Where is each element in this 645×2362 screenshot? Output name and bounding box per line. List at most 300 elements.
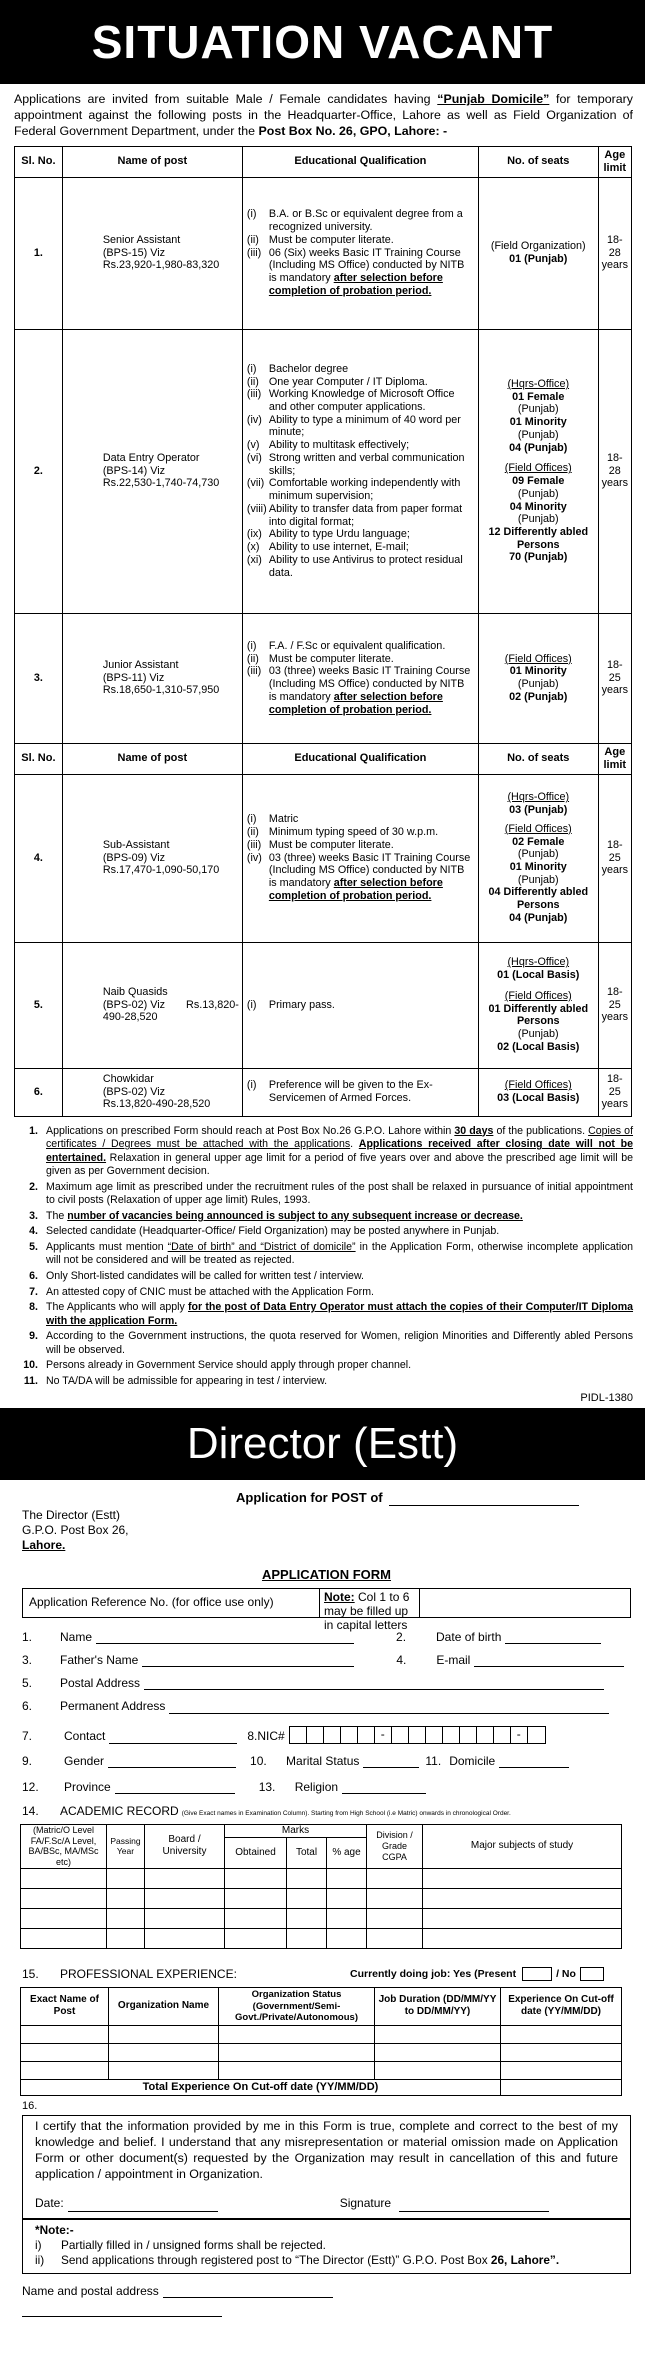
note-text: Applicants must mention [46,1240,168,1253]
post-age: 18-25 years [598,1068,631,1116]
field-num: 2. [396,1629,407,1644]
qual-num: (x) [246,541,260,554]
qual-text: Matric [268,813,299,826]
field-num: 16. [22,2099,38,2112]
email-field[interactable] [474,1654,624,1667]
note-num: 9. [29,1330,38,1343]
nic-box[interactable] [528,1727,545,1743]
field-row [22,1630,631,1644]
nic-box[interactable] [341,1727,358,1743]
post-age: 18-28 years [598,329,631,613]
note-num: 3. [29,1209,38,1222]
no-label: / No [556,1968,576,1981]
seat-count: 04 Minority [509,500,567,513]
qual-text: Ability to type a minimum of 40 word per minute; [268,413,461,439]
note-num: 8. [29,1301,38,1314]
date-label: Date: [35,2196,64,2211]
post-sl: 3. [15,613,63,743]
field-row [22,1780,631,1794]
col-status: Organization Status (Government/Semi-Govt./Private/Autonomous) [219,1987,375,2025]
nic-box[interactable] [477,1727,494,1743]
seat-count: 09 Female [512,475,565,488]
post-pay: 490-28,520 [102,1011,158,1024]
post-seats [478,613,598,743]
total-row [21,2079,622,2095]
post-seats [478,942,598,1068]
post-bps: (BPS-09) Viz [102,851,166,864]
note-text: No TA/DA will be admissible for appearing in test / interview. [46,1374,328,1387]
intro-domicile: “Punjab Domicile” [437,92,550,106]
header-age: Age limit [598,743,631,774]
signature-field[interactable] [399,2199,549,2212]
table-header-row [15,146,632,177]
post-seats [478,329,598,613]
nic-box[interactable] [409,1727,426,1743]
qual-text: Strong written and verbal communication skills; [268,451,465,477]
table-row [15,613,632,743]
post-name [62,177,242,329]
seat-count: 01 Minority [509,861,567,873]
post-bps: (BPS-11) Viz [102,671,165,684]
note-item [14,1270,633,1284]
dob-label: Date of birth [436,1629,502,1644]
col-subjects: Major subjects of study [423,1825,622,1868]
field-num: 7. [22,1729,33,1744]
seat-region: (Punjab) [517,678,559,691]
domicile-field[interactable] [499,1755,569,1768]
nic-box[interactable] [324,1727,341,1743]
note-item [14,1330,633,1357]
nic-boxes[interactable] [289,1726,546,1744]
qual-text: Ability to transfer data from paper format into digital format; [268,502,463,528]
field-num: 6. [22,1699,33,1714]
seat-count: 02 Female [512,835,565,848]
address-text: G.P.O. Post Box 26, [22,1522,129,1537]
province-field[interactable] [115,1781,235,1794]
note-item [14,1125,633,1179]
seat-count: 01 Differently abled Persons [488,1002,589,1028]
footnote-text: Send applications through registered post to “The Director (Estt)” G.P.O. Post Box [61,2253,491,2268]
nic-box[interactable] [426,1727,443,1743]
field-num: 5. [22,1676,33,1691]
qual-text: F.A. / F.Sc or equivalent qualification. [268,639,446,652]
nic-box[interactable] [358,1727,375,1743]
note-label: Note: [324,1589,355,1604]
footnote-num: i) [35,2238,42,2253]
post-sl: 6. [15,1068,63,1116]
note-item [14,1375,633,1389]
post-title: Chowkidar [102,1072,154,1085]
field-num: 12. [22,1779,39,1794]
footnote-item [35,2238,618,2253]
field-num: 3. [22,1653,33,1668]
post-pay: Rs.17,470-1,090-50,170 [102,864,220,877]
total-experience-label: Total Experience On Cut-off date (YY/MM/DD) [21,2079,501,2095]
father-label: Father's Name [60,1653,139,1668]
post-bps: (BPS-02) Viz [102,998,166,1011]
col-org: Organization Name [109,1987,219,2025]
intro-text-2: for temporary appointment against the following posts in the Headquarter-Office, Lahore as well as Field Organization of Federal Government Department, under the [14,92,633,138]
qual-num: (i) [246,208,257,221]
col-pct: % age [327,1838,367,1868]
reference-blank[interactable] [420,1589,630,1617]
seat-office: (Hqrs-Office) [507,956,570,969]
province-label: Province [64,1779,111,1794]
table-row [15,329,632,613]
qual-text: Preference will be given to the Ex-Servicemen of Armed Forces. [268,1079,433,1104]
intro-text-1: Applications are invited from suitable Male / Female candidates having [14,92,438,106]
qual-text: Must be computer literate. [268,233,394,246]
note-text: of the publications. [493,1124,589,1137]
field-num: 11. [425,1753,442,1768]
footnote-text: Partially filled in / unsigned forms shall be rejected. [61,2238,326,2253]
col-obtained: Obtained [225,1838,287,1868]
footnote-bold: 26, Lahore”. [490,2253,560,2268]
post-title: Data Entry Operator [102,451,200,464]
table-header-row [15,743,632,774]
post-bps: (BPS-14) Viz [102,464,166,477]
table-row[interactable] [21,2061,622,2079]
qual-text: Ability to type Urdu language; [268,528,410,541]
seat-office: (Field Organization) [490,240,586,253]
post-age: 18-28 years [598,177,631,329]
address-block [22,1508,631,1553]
note-num: 10. [23,1359,38,1372]
qual-text: Primary pass. [268,998,335,1011]
post-pay: Rs.23,920-1,980-83,320 [102,259,220,272]
nic-label: NIC# [257,1729,285,1744]
postal-field[interactable] [144,1677,604,1690]
post-title: Junior Assistant [102,658,179,671]
post-age: 18-25 years [598,774,631,942]
qual-text: One year Computer / IT Diploma. [268,375,428,388]
post-seats [478,1068,598,1116]
post-title: Sub-Assistant [102,838,170,851]
note-text: According to the Government instructions, the quota reserved for Women, religion Minorities and Differently abled Persons will be observed. [46,1330,633,1356]
pidl-code: PIDL-1380 [580,1392,633,1405]
col-duration: Job Duration (DD/MM/YY to DD/MM/YY) [375,1987,501,2025]
post-qual [242,774,478,942]
col-board: Board / University [145,1825,225,1868]
postal-extra-line[interactable] [22,2304,222,2317]
field-num: 9. [22,1753,33,1768]
no-checkbox[interactable] [580,1967,604,1981]
note-bold: Applications received after closing date will not be entertained. [46,1138,634,1164]
qual-num: (iii) [246,246,262,259]
post-pay: Rs.18,650-1,310-57,950 [102,684,220,697]
qual-bold: after selection before completion of probation period. [268,690,443,716]
name-field[interactable] [96,1631,354,1644]
seat-region: (Punjab) [517,873,559,886]
footnote-box [22,2219,631,2274]
dob-field[interactable] [505,1631,601,1644]
qual-num: (iii) [246,388,262,401]
note-text: The [46,1209,68,1222]
signature-label: Signature [339,2196,392,2211]
post-sl: 4. [15,774,63,942]
declaration-text: I certify that the information provided by me in this Form is true, complete and correct to the best of my knowledge and belief. I understand that any misrepresentation or material omission made on Application Form or other document(s) requested by the Organization may result in cancellation of this and future application / appointment in Organization. [35,2118,618,2181]
contact-label: Contact [64,1729,106,1744]
header-name: Name of post [62,743,242,774]
note-text: Persons already in Government Service should apply through proper channel. [46,1359,412,1372]
note-underline: Copies of certificates / Degrees must be attached with the applications [46,1124,634,1151]
post-sl: 5. [15,942,63,1068]
declaration-num-row [22,2100,631,2113]
post-bps: (BPS-02) Viz [102,1085,166,1098]
qual-num: (iii) [246,838,262,851]
table-row[interactable] [21,1908,622,1928]
qual-num: (v) [246,439,260,452]
note-text: The Applicants who will apply [46,1301,189,1314]
nic-box[interactable] [494,1727,511,1743]
field-num: 15. [22,1966,39,1981]
reference-row [22,1588,631,1633]
qual-num: (iv) [246,413,262,426]
field-row [22,1653,631,1667]
header-seats: No. of seats [478,146,598,177]
qual-text: Comfortable working independently with minimum supervision; [268,477,461,503]
reference-label: Application Reference No. (for office use only) [23,1589,320,1617]
field-row [22,1754,631,1768]
table-row[interactable] [21,1888,622,1908]
post-qual [242,1068,478,1116]
application-for-label: Application for POST of [236,1490,383,1506]
post-title: Senior Assistant [102,233,181,246]
nic-box[interactable] [392,1727,409,1743]
post-pay: Rs.22,530-1,740-74,730 [102,477,220,490]
qual-num: (ii) [246,652,259,665]
reference-note [320,1589,420,1633]
post-name [62,1068,242,1116]
currently-label: Currently doing job: Yes (Present [350,1968,517,1981]
qual-num: (iii) [246,665,262,678]
qual-text: B.A. or B.Sc or equivalent degree from a recognized university. [268,208,463,234]
qual-num: (i) [246,998,257,1011]
note-num: 2. [29,1180,38,1193]
post-sl: 2. [15,329,63,613]
post-qual [242,942,478,1068]
post-seats [478,774,598,942]
address-line: The Director (Estt) [22,1507,121,1522]
yes-checkbox[interactable] [522,1967,552,1981]
post-name [62,942,242,1068]
note-item [14,1286,633,1300]
note-text: Maximum age limit as prescribed under the recruitment rules of the post shall be relaxed in pursuance of initial appointment to civil posts (Relaxation of upper age limit) Rules, 1993. [46,1180,633,1207]
note-text: Relaxation in general upper age limit for a period of five years over and above the prescribed age limit will be given as per Government decision. [46,1151,633,1178]
note-item [14,1359,633,1373]
form-title: APPLICATION FORM [261,1566,392,1582]
nic-box[interactable] [307,1727,324,1743]
intro-postbox: Post Box No. 26, GPO, Lahore: - [258,123,448,138]
qual-text: 03 (three) weeks Basic IT Training Course (Including MS Office) conducted by NITB is mandatory [268,851,471,890]
col-year: Passing Year [107,1825,145,1868]
post-sl: 1. [15,177,63,329]
application-for-row [22,1490,631,1505]
experience-heading [22,1967,631,1981]
qual-text: 03 (three) weeks Basic IT Training Course (Including MS Office) conducted by NITB is mandatory [268,665,471,703]
page-title: SITUATION VACANT [0,0,645,84]
total-experience-field[interactable] [501,2079,622,2095]
post-qual [242,329,478,613]
note-bold: for the post of Data Entry Operator must attach the copies of their Computer/IT Diploma with the application Form. [46,1301,634,1327]
seat-office: (Hqrs-Office) [507,377,570,390]
qual-text: Ability to use Antivirus to protect residual data. [268,553,463,579]
seat-count: 02 (Local Basis) [497,1040,580,1053]
note-underline: “Date of birth” and “District of domicile” [167,1240,356,1253]
qual-text: Ability to use internet, E-mail; [268,541,409,554]
table-row[interactable] [21,2025,622,2043]
academic-label: ACADEMIC RECORD [60,1803,179,1818]
seat-region: (Punjab) [517,487,559,500]
seat-office: (Field Offices) [504,1079,572,1092]
post-name [62,774,242,942]
note-text: An attested copy of CNIC must be attached with the Application Form. [46,1285,374,1298]
post-field[interactable] [389,1493,579,1506]
table-row [15,942,632,1068]
table-row[interactable] [21,1868,622,1888]
qual-num: (ii) [246,233,259,246]
note-num: 5. [29,1240,38,1253]
note-item [14,1241,633,1268]
qual-text: 06 (Six) weeks Basic IT Training Course (Including MS Office) conducted by NITB is mandatory [268,246,465,285]
seat-count: 04 Differently abled Persons [488,886,589,912]
application-form [0,1490,645,2317]
seat-count: 03 (Local Basis) [497,1092,580,1104]
header-sl: Sl. No. [15,743,63,774]
table-row[interactable] [21,2043,622,2061]
address-line [22,1523,631,1538]
qual-num: (i) [246,813,257,826]
note-item [14,1210,633,1224]
seat-region: (Punjab) [517,1028,559,1041]
marital-field[interactable] [363,1755,419,1768]
note-item [14,1181,633,1208]
seat-region: (Punjab) [517,513,559,526]
seat-count: 70 (Punjab) [509,551,568,564]
marital-label: Marital Status [286,1753,360,1768]
academic-table [20,1824,622,1948]
seat-count: 01 (Punjab) [509,253,568,266]
address-line: Lahore. [22,1537,66,1552]
seat-count: 01 Female [512,390,565,403]
header-qual: Educational Qualification [242,146,478,177]
field-num: 13. [258,1779,276,1794]
date-field[interactable] [68,2199,218,2212]
footnote-num: ii) [35,2253,45,2268]
note-text: Selected candidate (Headquarter-Office/ Field Organization) may be posted anywhere in Punjab. [46,1225,500,1238]
post-seats [478,177,598,329]
seat-count: 04 (Punjab) [509,441,568,454]
header-seats: No. of seats [478,743,598,774]
col-post: Exact Name of Post [21,1987,109,2025]
seat-region: (Punjab) [517,403,559,416]
religion-label: Religion [294,1779,339,1794]
field-num: 4. [396,1653,407,1668]
field-num: 8. [247,1729,258,1744]
post-qual [242,177,478,329]
post-pay: Rs.13,820-490-28,520 [102,1098,211,1111]
col-marks: Marks [225,1825,367,1838]
seat-count: 01 Minority [509,665,567,678]
qual-text: Ability to multitask effectively; [268,439,410,452]
qual-text: Working Knowledge of Microsoft Office and other computer applications. [268,388,455,414]
seat-count: 12 Differently abled Persons [488,526,589,551]
note-text: Only Short-listed candidates will be called for written test / interview. [46,1269,364,1282]
table-row [15,1068,632,1116]
col-cutoff: Experience On Cut-off date (YY/MM/DD) [501,1987,622,2025]
experience-table [20,1987,622,2096]
post-title: Naib Quasids [102,985,168,998]
qual-num: (ii) [246,826,259,839]
note-num: 6. [29,1269,38,1282]
nic-box[interactable]: - [511,1727,528,1743]
nic-box[interactable] [443,1727,460,1743]
seat-region: (Punjab) [517,848,559,861]
header-qual: Educational Qualification [242,743,478,774]
field-row [22,1676,631,1690]
note-text: Col 1 to 6 may be filled up in capital letters [324,1589,410,1633]
table-row [15,774,632,942]
seat-office: (Field Offices) [504,989,572,1002]
gender-field[interactable] [108,1755,236,1768]
seat-count: 01 (Local Basis) [497,969,580,982]
header-age: Age limit [598,146,631,177]
seat-count: 03 (Punjab) [509,804,568,817]
permanent-field[interactable] [169,1701,609,1714]
nic-box[interactable] [290,1727,307,1743]
seat-office: (Hqrs-Office) [507,791,570,804]
father-field[interactable] [142,1654,354,1667]
post-age: 18-25 years [598,613,631,743]
qual-text: Minimum typing speed of 30 w.p.m. [268,826,439,839]
field-row [22,1726,631,1744]
declaration-box [22,2115,631,2219]
col-total: Total [287,1838,327,1868]
name-postal-field[interactable] [163,2285,333,2298]
field-num: 14. [22,1803,39,1818]
qual-num: (xi) [246,553,262,566]
name-postal-row [22,2284,631,2298]
table-row[interactable] [21,1928,622,1948]
post-age: 18-25 years [598,942,631,1068]
qual-num: (i) [246,1079,257,1092]
field-row [22,1699,631,1713]
qual-text: Must be computer literate. [268,652,394,665]
post-name [62,329,242,613]
contact-field[interactable] [109,1731,237,1744]
note-item [14,1301,633,1328]
note-text: Applications on prescribed Form should reach at Post Box No.26 G.P.O. Lahore within [46,1124,455,1137]
seat-count: 02 (Punjab) [509,690,568,703]
notes-list [14,1125,633,1389]
field-num: 1. [22,1629,33,1644]
field-num: 10. [250,1753,267,1768]
qual-num: (vii) [246,477,265,490]
religion-field[interactable] [342,1781,426,1794]
qual-bold: after selection before completion of probation period. [268,877,443,902]
note-num: 1. [29,1124,38,1137]
note-num: 11. [23,1374,38,1387]
permanent-label: Permanent Address [60,1699,166,1714]
seat-count: 04 (Punjab) [509,911,568,924]
domicile-label: Domicile [449,1753,496,1768]
seat-region: (Punjab) [517,428,559,441]
qual-bold: after selection before completion of probation period. [268,272,443,297]
note-bold: number of vacancies being announced is subject to any subsequent increase or decrease. [67,1209,523,1222]
nic-box[interactable]: - [375,1727,392,1743]
director-band: Director (Estt) [0,1408,645,1480]
nic-box[interactable] [460,1727,477,1743]
